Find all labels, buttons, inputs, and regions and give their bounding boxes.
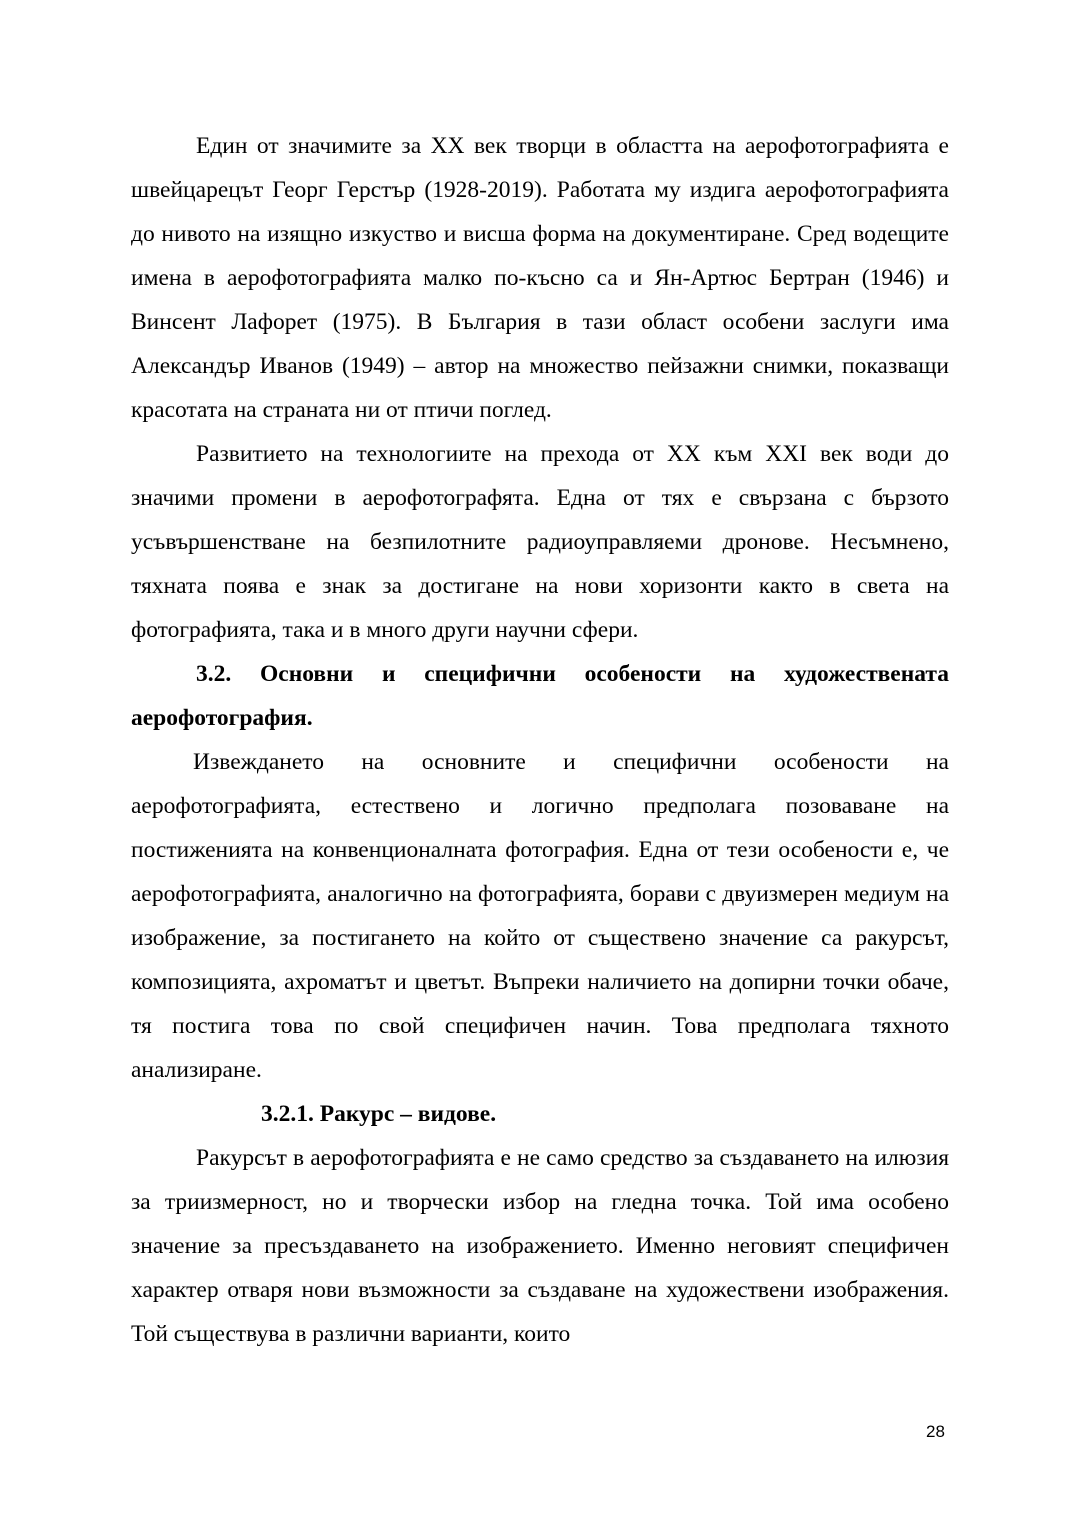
- section-heading: 3.2. Основни и специфични особености на художествената аерофотография.: [131, 661, 949, 731]
- paragraph-aerial-photographers: Един от значимите за ХХ век творци в областта на аерофотографията е швейцарецът Георг Герстър (1928-2019). Работата му издига аерофотографията до нивото на изящно изкуство и висша форма на документиране. Сред водещите имена в аерофотографията малко по-късно са и Ян-Артюс Бертран (1946) и Винсент Лафорет (1975). В България в тази област особени заслуги има Александър Иванов (1949) – автор на множество пейзажни снимки, показващи красотата на страната ни от птичи поглед.: [131, 133, 949, 423]
- paragraph-section-features: Извеждането на основните и специфични особености на аерофотографията, естествено и логично предполага позоваване на постиженията на конвенционалната фотография. Една от тези особености е, че аерофотографията, аналогично на фотографията, борави с двуизмерен медиум на изображение, за постигането на който от съществено значение са ракурсът, композицията, ахроматът и цветът. Въпреки наличието на допирни точки обаче, тя постига това по свой специфичен начин. Това предполага тяхното анализиране.: [131, 749, 949, 1083]
- page-number: 28: [926, 1422, 945, 1441]
- subsection-heading: 3.2.1. Ракурс – видове.: [261, 1101, 497, 1127]
- page-body: [131, 124, 949, 1356]
- paragraph-perspective: Ракурсът в аерофотографията е не само средство за създаването на илюзия за триизмерност, но и творчески избор на гледна точка. Той има особено значение за пресъздаването на изображението. Именно неговият специфичен характер отваря нови възможности за създаване на художествени изображения. Той съществува в различни варианти, които: [131, 1145, 949, 1347]
- paragraph-technology-drones: Развитието на технологиите на прехода от ХХ към ХХI век води до значими промени в аерофотографята. Една от тях е свързана с бързото усъвършенстване на безпилотните радиоуправляеми дронове. Несъмнено, тяхната поява е знак за достигане на нови хоризонти както в света на фотографията, така и в много други научни сфери.: [131, 441, 949, 643]
